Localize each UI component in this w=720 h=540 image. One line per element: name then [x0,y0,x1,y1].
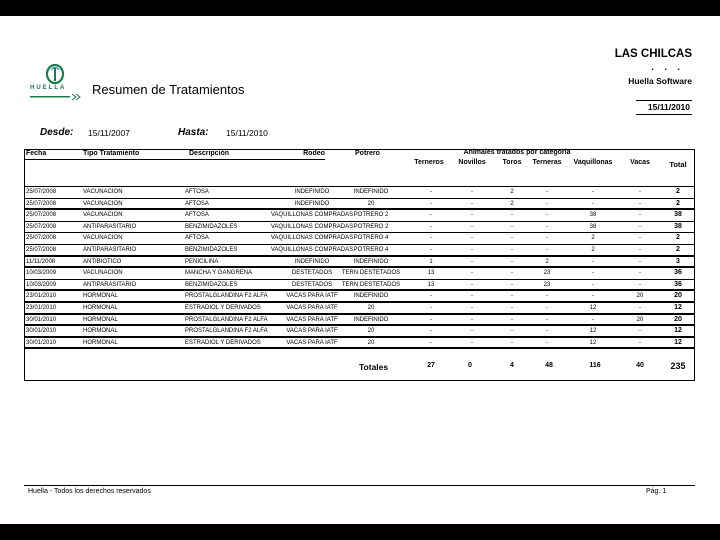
cell-tipo: ANTIBIOTICO [83,258,122,265]
cell-potrero: INDEFINIDO [353,316,389,323]
total-terneros: 27 [427,362,435,369]
table-row [25,338,694,350]
cell-vaquillonas: - [592,270,594,277]
report-date: 15/11/2010 [647,102,690,112]
cell-rodeo: VAQUILLONAS COMPRADAS [270,247,354,253]
table-row [25,210,694,222]
cell-vacas: - [639,281,641,288]
cell-rodeo: VAQUILLONAS COMPRADAS [270,223,354,230]
cell-tipo: ANTIPARASITARIO [83,281,137,288]
cell-toros: - [511,258,513,265]
logo-text: HUELLA [30,85,67,91]
table-row [25,268,694,280]
cell-novillos: - [471,316,473,323]
cell-tipo: HORMONAL [83,328,118,335]
cell-tipo: ANTIPARASITARIO [83,223,137,230]
cell-total: 2 [676,234,680,242]
cell-vacas: - [639,328,641,335]
table-row [25,326,694,338]
cell-terneros: - [430,293,432,300]
cell-tipo: HORMONAL [83,305,118,311]
cell-terneros: - [430,316,432,323]
cell-descripcion: BENZIMIDAZOLES [185,247,238,253]
cell-terneros: - [430,247,432,253]
cell-terneras: - [546,235,548,242]
cell-descripcion: AFTOSA [185,189,209,195]
cell-vaquillonas: - [592,316,594,323]
cell-vacas: - [639,189,641,195]
cell-tipo: HORMONAL [83,339,118,346]
table-row [25,280,694,292]
cell-descripcion: BENZIMIDAZOLES [185,223,238,230]
to-value: 15/11/2010 [226,128,268,138]
cell-vaquillonas: - [592,258,594,265]
cell-rodeo: VACAS PARA IATF [286,316,338,323]
from-value: 15/11/2007 [88,128,130,138]
cell-rodeo: DESTETADOS [291,270,333,277]
cell-potrero: INDEFINIDO [353,258,389,265]
cell-vaquillonas: - [592,189,594,195]
cell-fecha: 25/07/2008 [26,212,57,219]
col-tipo: Tipo Tratamiento [83,150,140,157]
col-descripcion: Descripción [189,150,230,157]
cell-tipo: VACUNACION [83,200,123,207]
cell-tipo: HORMONAL [83,293,118,300]
company-name: LAS CHILCAS [614,48,692,60]
cell-total: 12 [674,338,682,346]
cell-toros: - [511,270,513,277]
cell-rodeo: VACAS PARA IATF [286,328,338,335]
total-toros: 4 [510,362,514,369]
cell-vaquillonas: 12 [589,328,597,335]
col-novillos: Novillos [458,159,486,166]
cell-novillos: - [471,223,473,230]
cell-toros: 2 [510,200,514,207]
cell-fecha: 30/01/2010 [26,316,57,323]
cell-terneras: - [546,339,548,346]
cell-rodeo: VAQUILLONAS COMPRADAS [270,235,354,242]
from-label: Desde: [40,127,74,138]
total-novillos: 0 [468,362,472,369]
cell-tipo: VACUNACION [83,270,123,277]
cell-descripcion: PROSTALGLANDINA F2 ALFA [185,316,268,323]
cell-fecha: 25/07/2008 [26,235,57,242]
cell-terneros: - [430,223,432,230]
cell-toros: - [511,305,513,311]
cell-fecha: 23/01/2010 [26,305,57,311]
table-row [25,257,694,269]
cell-vacas: - [639,235,641,242]
cell-novillos: - [471,212,473,219]
cell-rodeo: INDEFINIDO [294,258,330,265]
cell-novillos: - [471,235,473,242]
table-row [25,187,694,199]
cell-total: 36 [674,269,682,277]
cell-terneras: - [546,189,548,195]
cell-terneros: - [430,328,432,335]
cell-terneros: - [430,189,432,195]
cell-fecha: 11/11/2008 [26,258,56,265]
table-row [25,199,694,211]
header-rule-left [25,159,325,160]
cell-toros: - [511,328,513,335]
cell-vaquillonas: 38 [589,223,597,230]
footer-page: Pág. 1 [646,488,667,495]
cell-terneras: - [546,293,548,300]
cell-vacas: - [639,305,641,311]
cell-terneros: - [430,235,432,242]
table-row [25,291,694,303]
cell-vaquillonas: - [592,281,594,288]
cell-tipo: VACUNACION [83,212,123,219]
cell-terneras: - [546,316,548,323]
table-row [25,245,694,257]
software-name: Huella Software [628,76,692,86]
cell-vacas: - [639,212,641,219]
cell-terneros: 13 [427,270,435,277]
cell-fecha: 25/07/2008 [26,200,57,207]
cell-vacas: 20 [636,293,644,300]
cell-toros: - [511,235,513,242]
table-row [25,222,694,234]
cell-rodeo: VACAS PARA IATF [286,339,338,346]
cell-novillos: - [471,247,473,253]
cell-terneras: 23 [543,270,551,277]
cell-fecha: 30/01/2010 [26,328,57,335]
cell-total: 2 [676,199,680,207]
cell-rodeo: VACAS PARA IATF [286,293,338,300]
cell-fecha: 23/01/2010 [26,293,57,300]
cell-vacas: - [639,258,641,265]
cell-terneras: - [546,212,548,219]
cell-toros: 2 [510,189,514,195]
col-rodeo: Rodeo [303,150,325,157]
cell-total: 3 [676,257,680,265]
cell-novillos: - [471,328,473,335]
cell-vacas: - [639,247,641,253]
report-page [0,16,720,524]
cell-fecha: 25/07/2008 [26,247,57,253]
table-row [25,233,694,245]
cell-vaquillonas: 12 [589,305,597,311]
treatments-table [24,149,695,381]
cell-novillos: - [471,339,473,346]
total-terneras: 48 [545,362,553,369]
col-toros: Toros [502,159,522,166]
cell-tipo: HORMONAL [83,316,118,323]
cell-descripcion: PENICILINA [185,258,219,265]
cell-terneras: - [546,223,548,230]
table-row [25,315,694,327]
col-vaquillonas: Vaquillonas [573,159,613,166]
cell-novillos: - [471,189,473,195]
cell-potrero: POTRERO 4 [353,235,389,242]
col-group-animales: Animales tratados por categoría [463,149,571,156]
cell-potrero: 20 [367,200,375,207]
col-vacas: Vacas [630,159,650,166]
cell-terneras: 2 [545,258,549,265]
cell-descripcion: AFTOSA [185,235,209,242]
cell-fecha: 25/07/2008 [26,189,57,195]
col-fecha: Fecha [26,150,47,157]
col-terneros: Terneros [414,159,444,166]
table-row [25,303,694,315]
cell-terneros: 13 [427,281,435,288]
cell-descripcion: ESTRADIOL Y DERIVADOS [185,305,261,311]
cell-toros: - [511,212,513,219]
cell-total: 36 [674,280,682,288]
cell-potrero: 20 [367,339,375,346]
cell-terneros: - [430,305,432,311]
cell-potrero: INDEFINIDO [353,189,389,195]
cell-novillos: - [471,200,473,207]
cell-potrero: POTRERO 4 [353,247,389,253]
to-label: Hasta: [178,127,209,138]
cell-tipo: VACUNACION [83,235,123,242]
huella-logo [26,64,84,102]
cell-vacas: - [639,223,641,230]
cell-vaquillonas: - [592,200,594,207]
cell-toros: - [511,281,513,288]
cell-descripcion: BENZIMIDAZOLES [185,281,238,288]
cell-total: 38 [674,222,682,230]
report-title: Resumen de Tratamientos [92,82,245,97]
cell-terneros: - [430,200,432,207]
cell-total: 38 [674,211,682,219]
cell-fecha: 10/03/2009 [26,270,57,277]
cell-vaquillonas: - [592,293,594,300]
cell-terneras: - [546,328,548,335]
cell-total: 20 [674,315,682,323]
cell-descripcion: AFTOSA [185,212,209,219]
cell-fecha: 10/03/2009 [26,281,57,288]
cell-rodeo: INDEFINIDO [294,189,330,195]
total-general: 235 [670,361,686,371]
footer-rule [24,485,695,486]
huella-logo-icon [26,64,84,86]
cell-descripcion: MANCHA Y GANGRENA [185,270,253,277]
cell-descripcion: PROSTALGLANDINA F2 ALFA [185,293,268,300]
date-bottom-rule [636,114,692,115]
cell-total: 2 [676,246,680,253]
totals-label: Totales [359,362,389,372]
cell-total: 2 [676,188,680,195]
cell-terneros: - [430,339,432,346]
cell-vaquillonas: 38 [589,212,597,219]
cell-toros: - [511,293,513,300]
cell-potrero: TERN DESTETADOS [341,281,401,288]
cell-fecha: 30/01/2010 [26,339,57,346]
cell-total: 12 [674,304,682,311]
cell-tipo: VACUNACION [83,189,123,195]
cell-potrero: TERN DESTETADOS [341,270,401,277]
col-total: Total [669,160,687,169]
cell-descripcion: AFTOSA [185,200,209,207]
col-terneras: Terneras [532,159,562,166]
cell-vaquillonas: 2 [591,247,595,253]
cell-potrero: POTRERO 2 [353,223,389,230]
cell-rodeo: VAQUILLONAS COMPRADAS [270,212,354,219]
col-potrero: Potrero [355,150,380,157]
cell-novillos: - [471,270,473,277]
cell-novillos: - [471,258,473,265]
cell-toros: - [511,247,513,253]
cell-tipo: ANTIPARASITARIO [83,247,137,253]
cell-toros: - [511,316,513,323]
cell-total: 20 [674,292,682,300]
company-dots: . . . [651,62,684,72]
cell-terneras: - [546,247,548,253]
cell-descripcion: ESTRADIOL Y DERIVADOS [185,339,261,346]
logo-underline-icon [26,94,84,100]
cell-vacas: - [639,339,641,346]
cell-vaquillonas: 12 [589,339,597,346]
cell-novillos: - [471,305,473,311]
cell-rodeo: INDEFINIDO [294,200,330,207]
cell-terneras: - [546,200,548,207]
cell-potrero: POTRERO 2 [353,212,389,219]
footer-rights: Huella - Todos los derechos reservados [28,488,151,495]
cell-toros: - [511,223,513,230]
cell-fecha: 25/07/2008 [26,223,57,230]
cell-terneros: - [430,212,432,219]
cell-descripcion: PROSTALGLANDINA F2 ALFA [185,328,268,335]
cell-novillos: - [471,293,473,300]
cell-novillos: - [471,281,473,288]
cell-vacas: 20 [636,316,644,323]
date-top-rule [636,100,692,101]
cell-vacas: - [639,200,641,207]
cell-potrero: 20 [367,328,375,335]
total-vacas: 40 [636,362,644,369]
cell-vaquillonas: 2 [591,235,595,242]
cell-total: 12 [674,327,682,335]
cell-toros: - [511,339,513,346]
total-vaquillonas: 116 [589,362,601,369]
cell-rodeo: DESTETADOS [291,281,333,288]
cell-vacas: - [639,270,641,277]
cell-terneras: - [546,305,548,311]
cell-potrero: 20 [367,305,375,311]
cell-terneros: 1 [429,258,433,265]
cell-terneras: 23 [543,281,551,288]
cell-potrero: INDEFINIDO [353,293,389,300]
cell-rodeo: VACAS PARA IATF [286,305,338,311]
